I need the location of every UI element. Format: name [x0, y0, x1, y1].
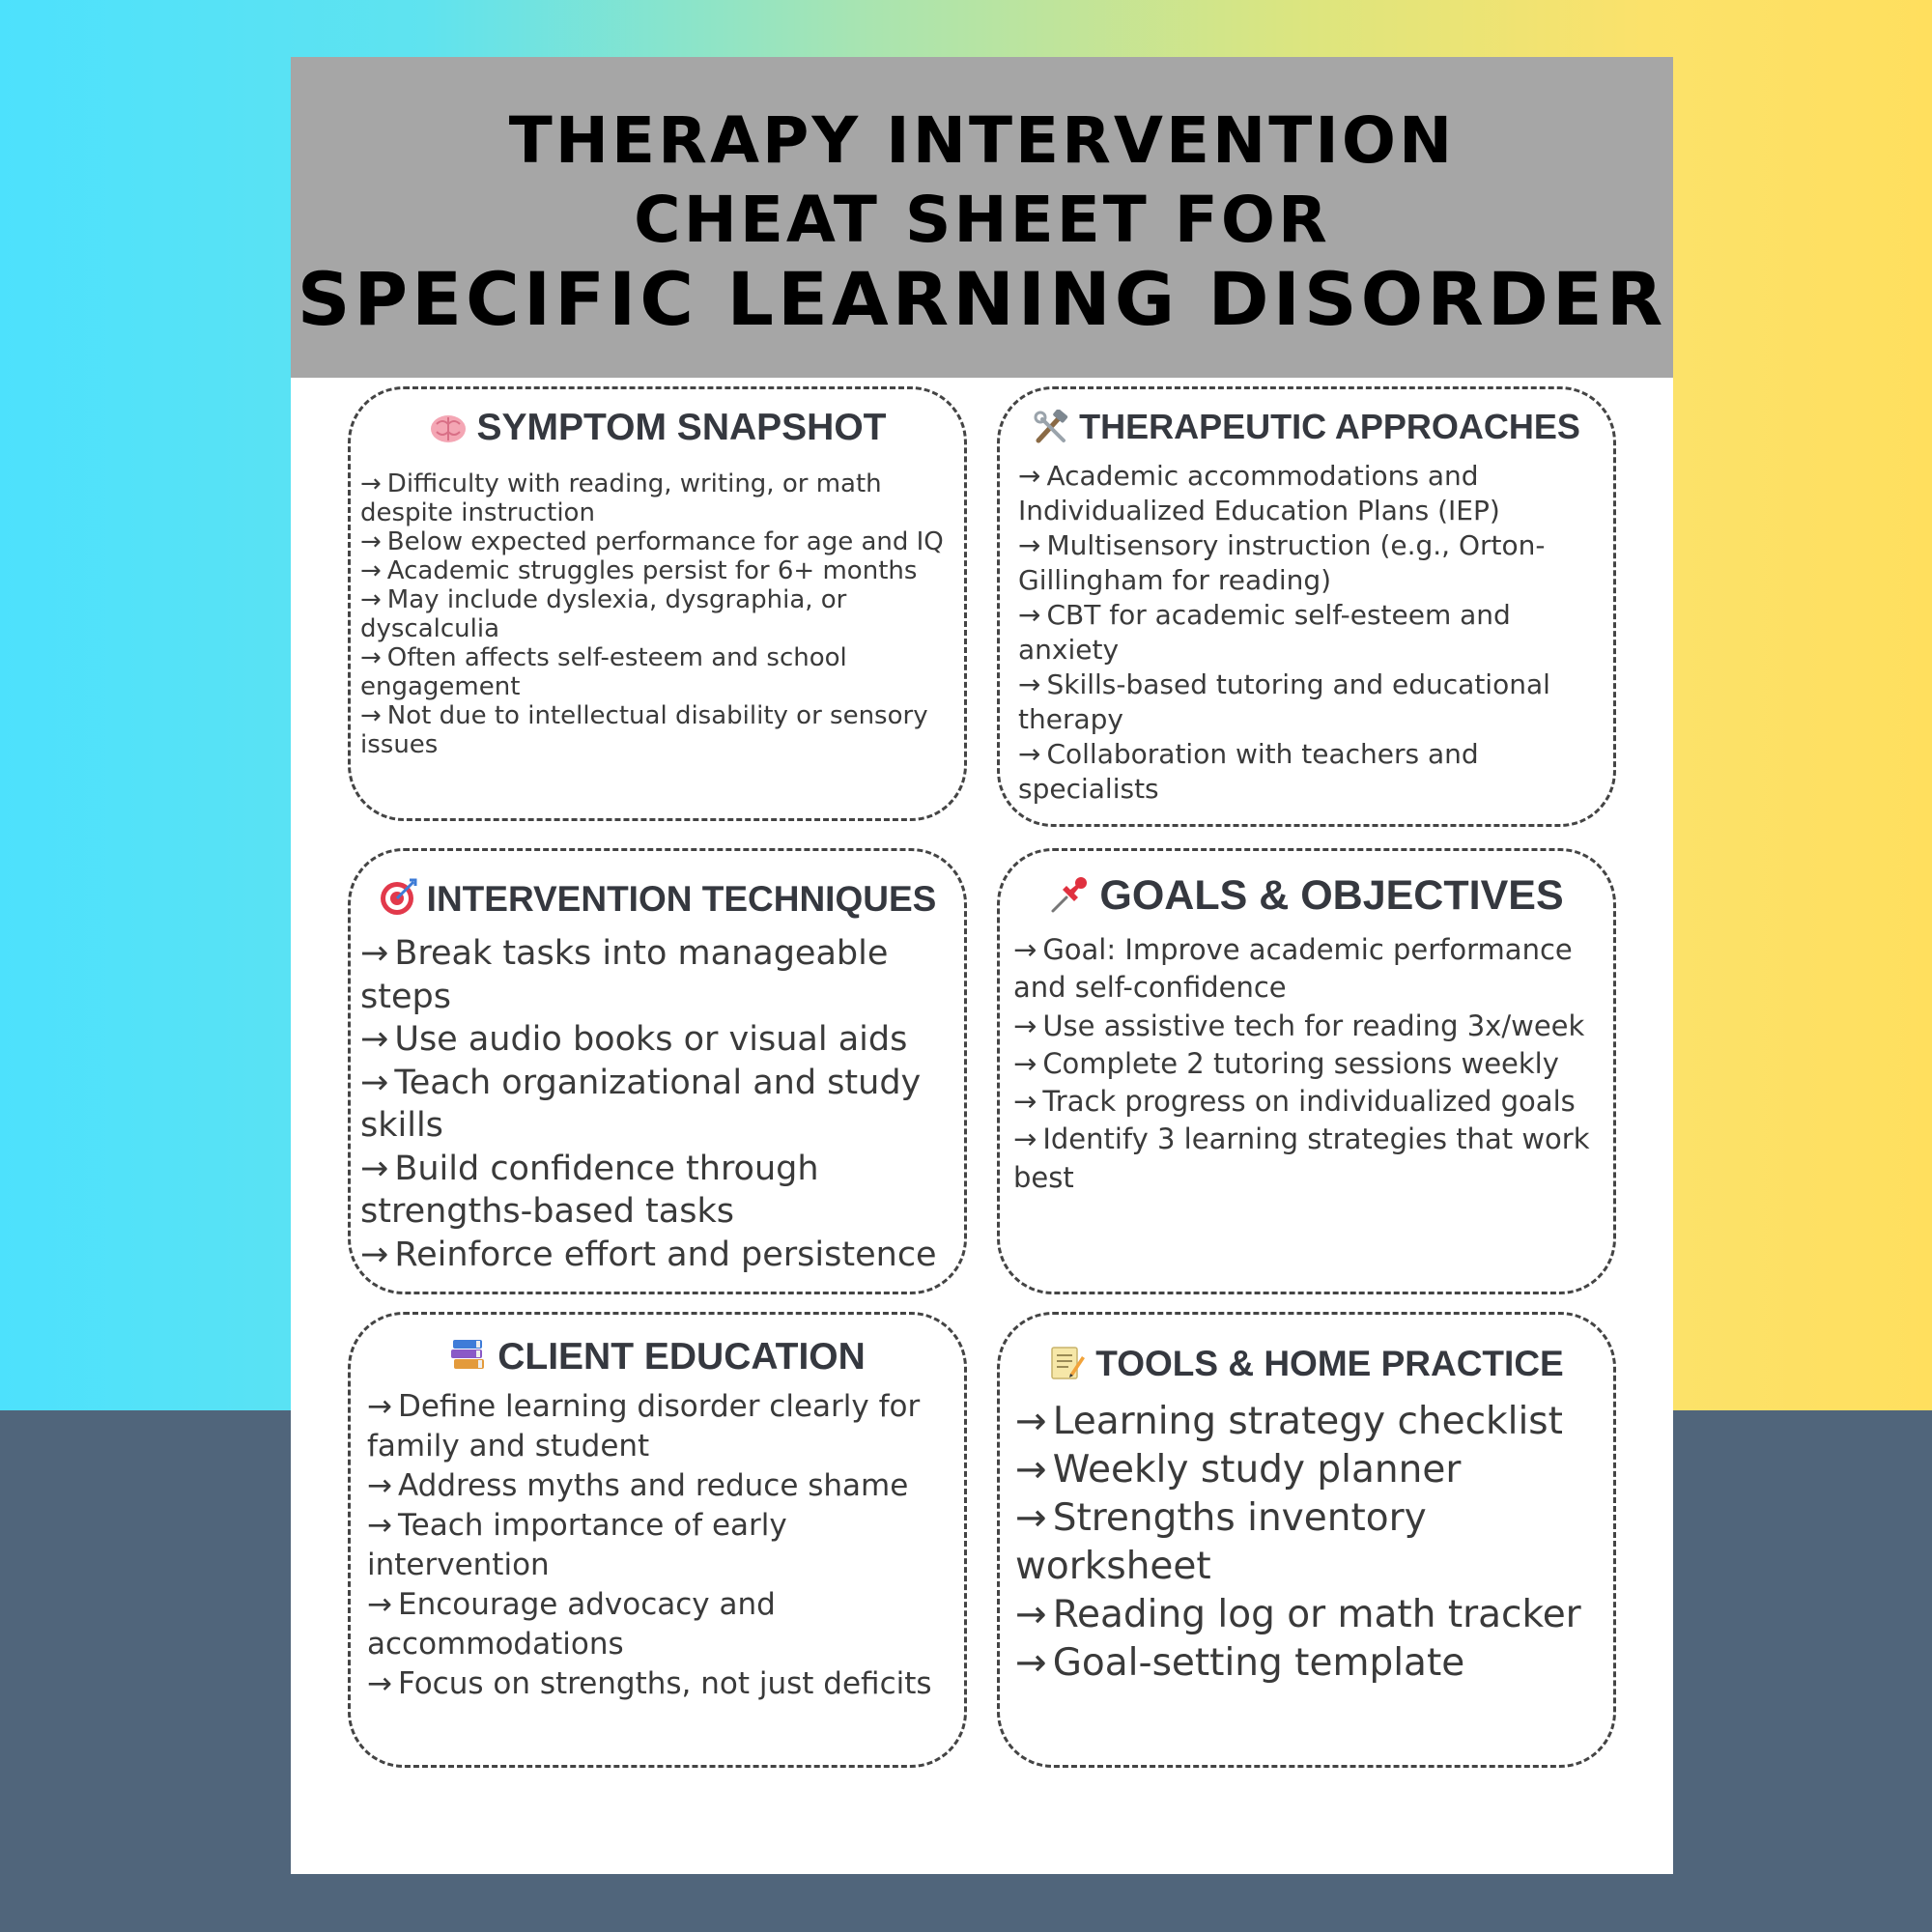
- pushpin-icon: [1049, 874, 1090, 915]
- therapeutic-approaches-card: [997, 386, 1616, 827]
- card-title: [1000, 407, 1613, 447]
- list-item: → Often affects self-esteem and school engagement: [360, 643, 847, 701]
- list-item: → Goal: Improve academic performance and self-confidence: [1013, 933, 1573, 1005]
- card-list: [1013, 931, 1612, 1197]
- card-list: [360, 469, 959, 759]
- arrow-icon: →: [1013, 1009, 1037, 1042]
- card-title: [351, 407, 964, 449]
- arrow-icon: →: [360, 585, 382, 614]
- arrow-icon: →: [360, 1063, 389, 1102]
- list-item: → Identify 3 learning strategies that work best: [1013, 1122, 1590, 1194]
- intervention-techniques-card: [348, 848, 967, 1294]
- arrow-icon: →: [360, 1020, 389, 1059]
- arrow-icon: →: [360, 643, 382, 672]
- card-list: [1015, 1398, 1614, 1688]
- tools-home-practice-card: [997, 1312, 1616, 1768]
- list-item: → Track progress on individualized goals: [1013, 1085, 1576, 1119]
- list-item: → Build confidence through strengths-based tasks: [360, 1149, 819, 1231]
- arrow-icon: →: [1018, 460, 1041, 492]
- arrow-icon: →: [367, 1468, 392, 1503]
- arrow-icon: →: [1018, 738, 1041, 770]
- arrow-icon: →: [1015, 1448, 1047, 1492]
- card-title: [351, 878, 964, 920]
- card-title-text: TOOLS & HOME PRACTICE: [1095, 1344, 1564, 1383]
- title-line-2: CHEAT SHEET FOR: [634, 183, 1330, 257]
- card-title: [1000, 872, 1613, 920]
- arrow-icon: →: [360, 469, 382, 498]
- arrow-icon: →: [1018, 599, 1041, 631]
- card-list: [367, 1387, 961, 1704]
- arrow-icon: →: [1015, 1496, 1047, 1540]
- card-title-text: THERAPEUTIC APPROACHES: [1079, 407, 1580, 446]
- list-item: → Break tasks into manageable steps: [360, 934, 889, 1016]
- list-item: → CBT for academic self-esteem and anxiety: [1018, 599, 1511, 666]
- list-item: → Below expected performance for age and IQ: [360, 527, 944, 556]
- list-item: → Encourage advocacy and accommodations: [367, 1587, 776, 1662]
- list-item: → Academic struggles persist for 6+ months: [360, 556, 918, 585]
- title-banner: [291, 57, 1673, 378]
- list-item: → Define learning disorder clearly for family and student: [367, 1389, 921, 1463]
- arrow-icon: →: [367, 1587, 392, 1622]
- brain-icon: [429, 412, 468, 445]
- arrow-icon: →: [1013, 1046, 1037, 1080]
- list-item: → Strengths inventory worksheet: [1015, 1496, 1427, 1588]
- arrow-icon: →: [1013, 1122, 1037, 1156]
- list-item: → Reading log or math tracker: [1015, 1593, 1581, 1636]
- list-item: → Teach organizational and study skills: [360, 1063, 922, 1145]
- arrow-icon: →: [360, 1235, 389, 1274]
- card-title-text: CLIENT EDUCATION: [497, 1336, 866, 1378]
- list-item: → Focus on strengths, not just deficits: [367, 1666, 932, 1701]
- arrow-icon: →: [367, 1666, 392, 1701]
- list-item: → Complete 2 tutoring sessions weekly: [1013, 1046, 1559, 1080]
- arrow-icon: →: [360, 556, 382, 585]
- arrow-icon: →: [367, 1389, 392, 1424]
- arrow-icon: →: [1015, 1641, 1047, 1685]
- card-title: [351, 1336, 964, 1378]
- title-line-1: THERAPY INTERVENTION: [508, 103, 1456, 178]
- arrow-icon: →: [1018, 668, 1041, 700]
- arrow-icon: →: [1018, 529, 1041, 561]
- list-item: → Collaboration with teachers and specialists: [1018, 738, 1479, 805]
- list-item: → Learning strategy checklist: [1015, 1400, 1563, 1443]
- card-list: [360, 932, 964, 1276]
- list-item: → Skills-based tutoring and educational therapy: [1018, 668, 1550, 735]
- card-title-text: SYMPTOM SNAPSHOT: [476, 407, 887, 448]
- list-item: → Use audio books or visual aids: [360, 1020, 908, 1059]
- list-item: → Teach importance of early intervention: [367, 1508, 787, 1582]
- arrow-icon: →: [1013, 933, 1037, 966]
- card-title: [1000, 1344, 1613, 1384]
- list-item: → Reinforce effort and persistence: [360, 1235, 937, 1274]
- symptom-snapshot-card: [348, 386, 967, 821]
- card-title-text: GOALS & OBJECTIVES: [1099, 872, 1564, 919]
- memo-icon: [1049, 1345, 1086, 1381]
- arrow-icon: →: [360, 1149, 389, 1188]
- list-item: → Goal-setting template: [1015, 1641, 1465, 1685]
- list-item: → Address myths and reduce shame: [367, 1468, 909, 1503]
- arrow-icon: →: [360, 934, 389, 973]
- arrow-icon: →: [1015, 1400, 1047, 1443]
- arrow-icon: →: [367, 1508, 392, 1543]
- list-item: → Not due to intellectual disability or sensory issues: [360, 701, 928, 759]
- card-list: [1018, 459, 1612, 807]
- arrow-icon: →: [360, 701, 382, 730]
- list-item: → Multisensory instruction (e.g., Orton-Gillingham for reading): [1018, 529, 1546, 596]
- arrow-icon: →: [1015, 1593, 1047, 1636]
- list-item: → May include dyslexia, dysgraphia, or dyscalculia: [360, 585, 847, 643]
- list-item: → Use assistive tech for reading 3x/week: [1013, 1009, 1585, 1042]
- card-title-text: INTERVENTION TECHNIQUES: [426, 879, 937, 919]
- client-education-card: [348, 1312, 967, 1768]
- target-icon: [379, 878, 417, 917]
- goals-objectives-card: [997, 848, 1616, 1294]
- list-item: → Academic accommodations and Individualized Education Plans (IEP): [1018, 460, 1500, 526]
- title-line-3: SPECIFIC LEARNING DISORDER: [297, 256, 1667, 342]
- tools-icon: [1033, 410, 1069, 444]
- arrow-icon: →: [1013, 1085, 1037, 1119]
- list-item: → Weekly study planner: [1015, 1448, 1462, 1492]
- list-item: → Difficulty with reading, writing, or math despite instruction: [360, 469, 882, 527]
- books-icon: [449, 1336, 488, 1375]
- arrow-icon: →: [360, 527, 382, 556]
